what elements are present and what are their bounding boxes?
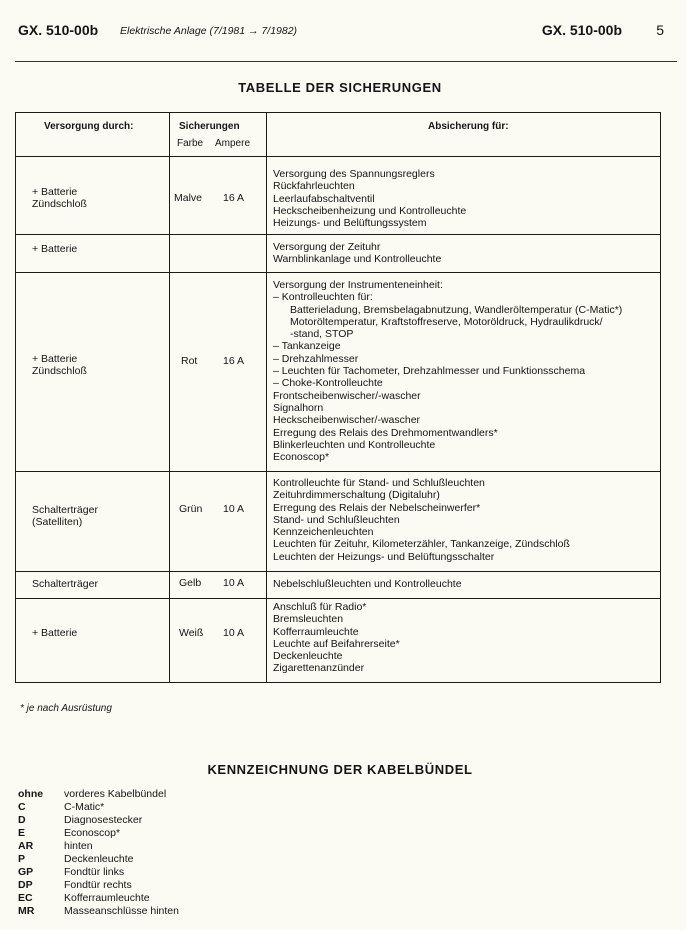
supply-cell: Schalterträger — [32, 578, 98, 590]
fuse-color: Grün — [179, 503, 203, 515]
row-divider — [16, 598, 660, 599]
column-divider — [266, 113, 267, 682]
header-supply: Versorgung durch: — [44, 121, 134, 132]
protection-list: Nebelschlußleuchten und Kontrolleuchte — [273, 578, 462, 590]
fuse-color: Weiß — [179, 627, 204, 639]
supply-cell: + Batterie — [32, 627, 78, 639]
header-color: Farbe — [177, 138, 204, 149]
harness-title: KENNZEICHNUNG DER KABELBÜNDEL — [207, 762, 473, 777]
row-divider — [16, 471, 660, 472]
header-rule — [15, 61, 677, 62]
row-divider — [16, 571, 660, 572]
supply-cell: + Batterie — [32, 243, 78, 255]
protection-list: Versorgung der Zeituhr Warnblinkanlage und Kontrolleuchte — [273, 241, 442, 266]
footnote: * je nach Ausrüstung — [20, 703, 112, 714]
fuse-color: Rot — [181, 355, 198, 367]
fuse-table-title: TABELLE DER SICHERUNGEN — [238, 80, 442, 95]
supply-cell: + Batterie Zündschloß — [32, 353, 87, 378]
fuse-table — [15, 112, 661, 683]
row-divider — [16, 272, 660, 273]
column-divider — [169, 113, 170, 682]
fuse-ampere: 16 A — [223, 192, 245, 204]
fuse-ampere: 10 A — [223, 577, 245, 589]
fuse-ampere: 10 A — [223, 627, 245, 639]
fuse-ampere: 10 A — [223, 503, 245, 515]
fuse-ampere: 16 A — [223, 355, 245, 367]
document-code-right: GX. 510-00b — [541, 22, 622, 38]
page-header — [18, 22, 664, 44]
header-fuses: Sicherungen — [179, 121, 240, 132]
protection-list: Versorgung der Instrumenteneinheit: – Kontrolleuchten für: Batterieladung, Bremsbelagabnutzung, Wandleröltemperatur (C-Matic*) Motoröltemperatur, Kraftstoffreserve, Motoröldruck, Hydraulikdruck/ -stand, STOP – Tankanzeige – Drehzahlmesser – Leuchten für Tachometer, Drehzahlmesser und Funktionsschema – Choke-Kontrolleuchte Frontscheibenwischer/-wascher Signalhorn Heckscheibenwischer/-wascher Erregung des Relais des Drehmomentwandlers* Blinkerleuchten und Kontrolleuchte Econoscop* — [273, 279, 623, 464]
protection-list: Kontrolleuchte für Stand- und Schlußleuchten Zeituhrdimmerschaltung (Digitaluhr) Erregung des Relais der Nebelscheinwerfer* Stand- und Schlußleuchten Kennzeichenleuchten Leuchten für Zeituhr, Kilometerzähler, Tankanzeige, Zündschloß Leuchten der Heizungs- und Belüftungsschalter — [273, 477, 570, 563]
row-divider — [16, 156, 660, 157]
header-protection: Absicherung für: — [428, 121, 509, 132]
protection-list: Anschluß für Radio* Bremsleuchten Kofferraumleuchte Leuchte auf Beifahrerseite* Deckenleuchte Zigarettenanzünder — [273, 601, 400, 675]
protection-list: Versorgung des Spannungsreglers Rückfahrleuchten Leerlaufabschaltventil Heckscheibenheizung und Kontrolleuchte Heizungs- und Belüftungssystem — [273, 168, 467, 230]
supply-cell: Schalterträger (Satelliten) — [32, 504, 98, 529]
document-subtitle: Elektrische Anlage (7/1981 → 7/1982) — [120, 25, 298, 37]
row-divider — [16, 234, 660, 235]
page-number: 5 — [656, 22, 664, 38]
fuse-color: Malve — [174, 192, 203, 204]
supply-cell: + Batterie Zündschloß — [32, 186, 87, 211]
document-code-left: GX. 510-00b — [18, 22, 99, 38]
fuse-color: Gelb — [179, 577, 202, 589]
header-ampere: Ampere — [215, 138, 251, 149]
